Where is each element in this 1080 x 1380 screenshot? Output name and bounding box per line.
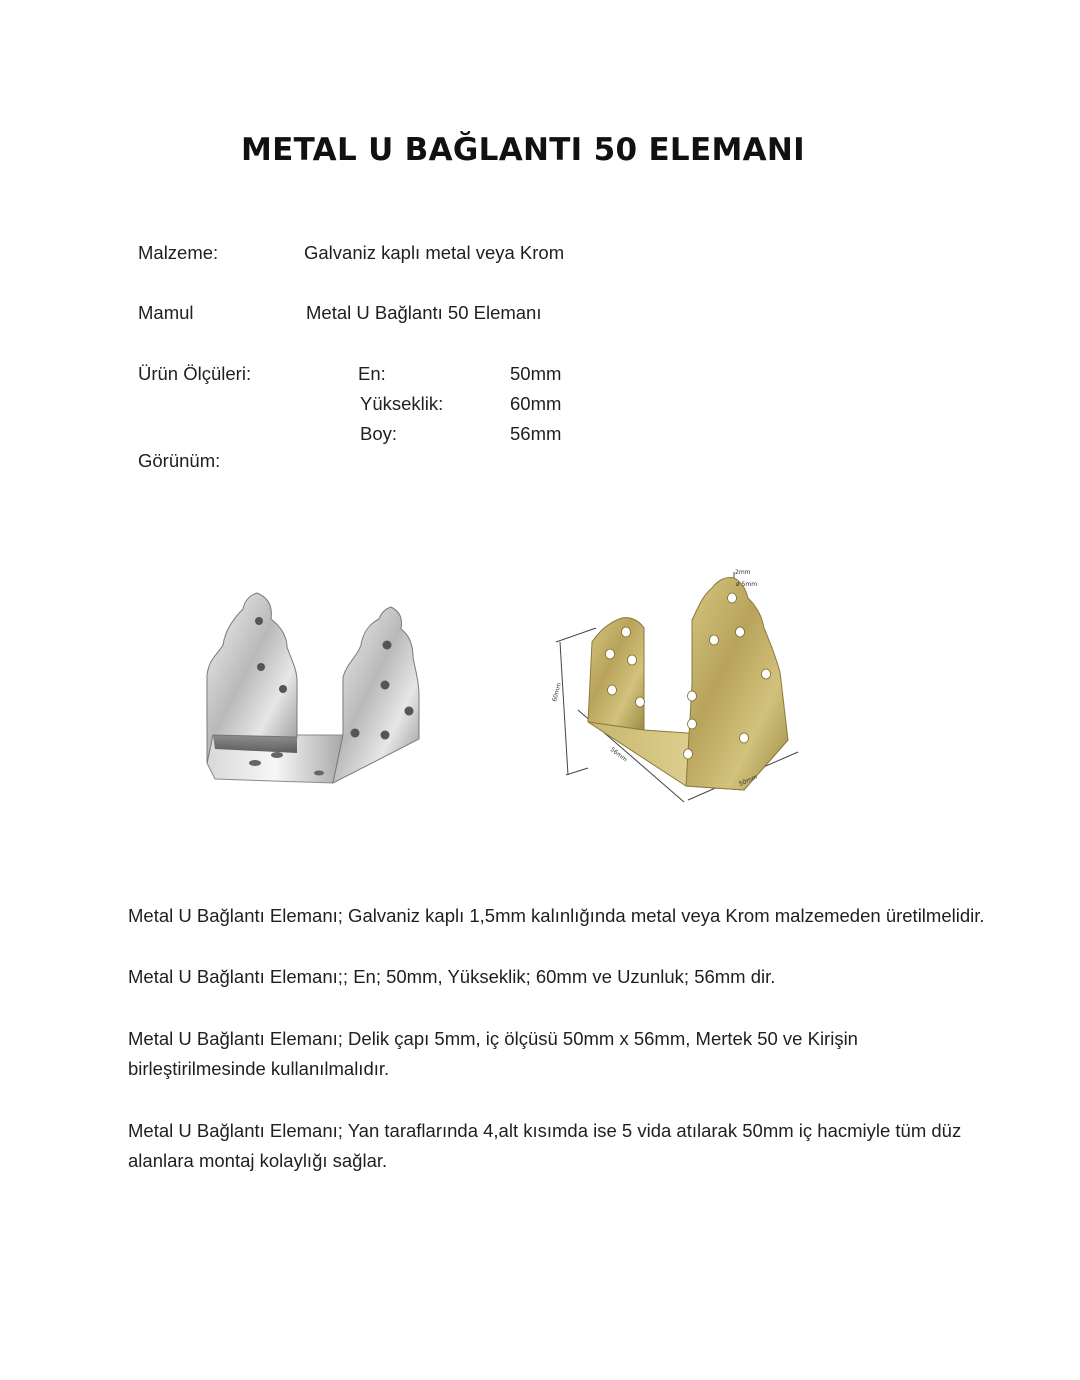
dimension-width-value: 50mm: [510, 363, 562, 384]
paragraph-1: Metal U Bağlantı Elemanı; Galvaniz kaplı 1,5mm kalınlığında metal veya Krom malzemeden üretilmelidir.: [128, 905, 985, 926]
dimensions-label: Ürün Ölçüleri:: [138, 363, 252, 384]
page-title: METAL U BAĞLANTI 50 ELEMANI: [241, 132, 805, 168]
dimension-length-value: 56mm: [510, 423, 562, 444]
view-label: Görünüm:: [138, 450, 221, 471]
dim-height-label: 60mm: [551, 682, 563, 703]
dim-width-label: 50mm: [737, 773, 759, 788]
dim-thickness-label: 2mm: [735, 569, 751, 576]
product-value: Metal U Bağlantı 50 Elemanı: [306, 302, 542, 323]
material-value: Galvaniz kaplı metal veya Krom: [304, 242, 565, 263]
paragraph-4: Metal U Bağlantı Elemanı; Yan taraflarında 4,alt kısımda ise 5 vida atılarak 50mm iç hacmiyle tüm düz alanlara montaj kolaylığı sağlar.: [128, 1120, 962, 1171]
galvanized-u-bracket-drawing: [548, 562, 813, 807]
dimension-height-value: 60mm: [510, 393, 562, 414]
paragraph-3: Metal U Bağlantı Elemanı; Delik çapı 5mm, iç ölçüsü 50mm x 56mm, Mertek 50 ve Kirişin birleştirilmesinde kullanılmalıdır.: [128, 1028, 858, 1079]
dimension-length-label: Boy:: [360, 423, 398, 444]
material-label: Malzeme:: [138, 242, 219, 263]
dim-hole-label: ø 5mm: [736, 581, 758, 588]
dim-length-label: 56mm: [608, 746, 629, 764]
paragraph-2: Metal U Bağlantı Elemanı;; En; 50mm, Yükseklik; 60mm ve Uzunluk; 56mm dir.: [128, 966, 776, 987]
dimension-width-label: En:: [358, 363, 386, 384]
dimension-height-label: Yükseklik:: [360, 393, 444, 414]
chrome-u-bracket-image: [195, 585, 445, 785]
product-label: Mamul: [138, 302, 194, 323]
